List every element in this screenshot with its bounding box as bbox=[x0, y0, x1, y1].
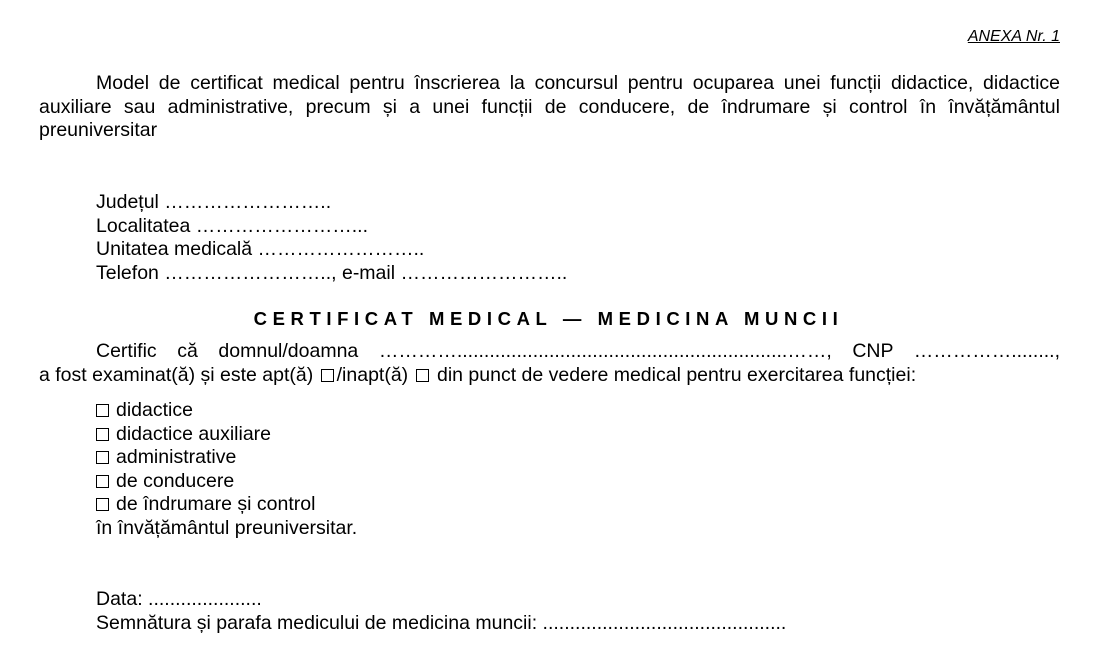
phone-email-field: Telefon …………………….., e-mail …………………….. bbox=[96, 261, 568, 284]
certify-name-cnp-line: Certific că domnul/doamna ………….............................................................……, CNP ……………........, bbox=[96, 340, 1060, 362]
medical-unit-field: Unitatea medicală …………………….. bbox=[96, 238, 425, 260]
date-field: Data: ..................... bbox=[96, 588, 262, 610]
option-label: de conducere bbox=[116, 469, 235, 492]
footer-fields bbox=[96, 588, 786, 635]
apt-checkbox[interactable] bbox=[321, 369, 334, 382]
didactice-checkbox[interactable] bbox=[96, 404, 109, 417]
certify-fitness-start: a fost examinat(ă) și este apt(ă) bbox=[39, 364, 319, 386]
conducere-checkbox[interactable] bbox=[96, 475, 109, 488]
certify-fitness-mid: /inapt(ă) bbox=[336, 364, 414, 386]
locality-field: Localitatea ……………………... bbox=[96, 214, 368, 237]
certificate-title: CERTIFICAT MEDICAL — MEDICINA MUNCII bbox=[253, 308, 844, 329]
signature-field: Semnătura și parafa medicului de medicina muncii: ............................................. bbox=[96, 611, 787, 634]
header-fields bbox=[96, 191, 567, 285]
option-didactice-auxiliare bbox=[94, 423, 357, 447]
didactice-auxiliare-checkbox[interactable] bbox=[96, 428, 109, 441]
option-label: de îndrumare și control bbox=[116, 493, 316, 516]
administrative-checkbox[interactable] bbox=[96, 451, 109, 464]
function-options bbox=[94, 399, 357, 541]
option-conducere bbox=[94, 470, 357, 494]
intro-paragraph: Model de certificat medical pentru înscrierea la concursul pentru ocuparea unei funcții didactice, didactice auxiliare sau administrative, precum și a unei funcții de conducere, de îndrumare și control în învățământul preuniversitar bbox=[39, 72, 1060, 141]
option-label: didactice bbox=[116, 399, 193, 421]
inapt-checkbox[interactable] bbox=[416, 369, 429, 382]
option-label: administrative bbox=[116, 446, 237, 469]
county-field: Județul …………………….. bbox=[96, 191, 332, 213]
option-label: didactice auxiliare bbox=[116, 422, 272, 445]
option-indrumare-control bbox=[94, 493, 357, 517]
indrumare-control-checkbox[interactable] bbox=[96, 498, 109, 511]
certify-fitness-end: din punct de vedere medical pentru exercitarea funcției: bbox=[431, 364, 917, 386]
certification-text bbox=[39, 339, 1060, 387]
options-tail: în învățământul preuniversitar. bbox=[96, 516, 358, 539]
certify-fitness-line bbox=[39, 363, 1060, 387]
annex-label: ANEXA Nr. 1 bbox=[967, 28, 1060, 45]
option-didactice bbox=[94, 399, 357, 423]
option-administrative bbox=[94, 446, 357, 470]
